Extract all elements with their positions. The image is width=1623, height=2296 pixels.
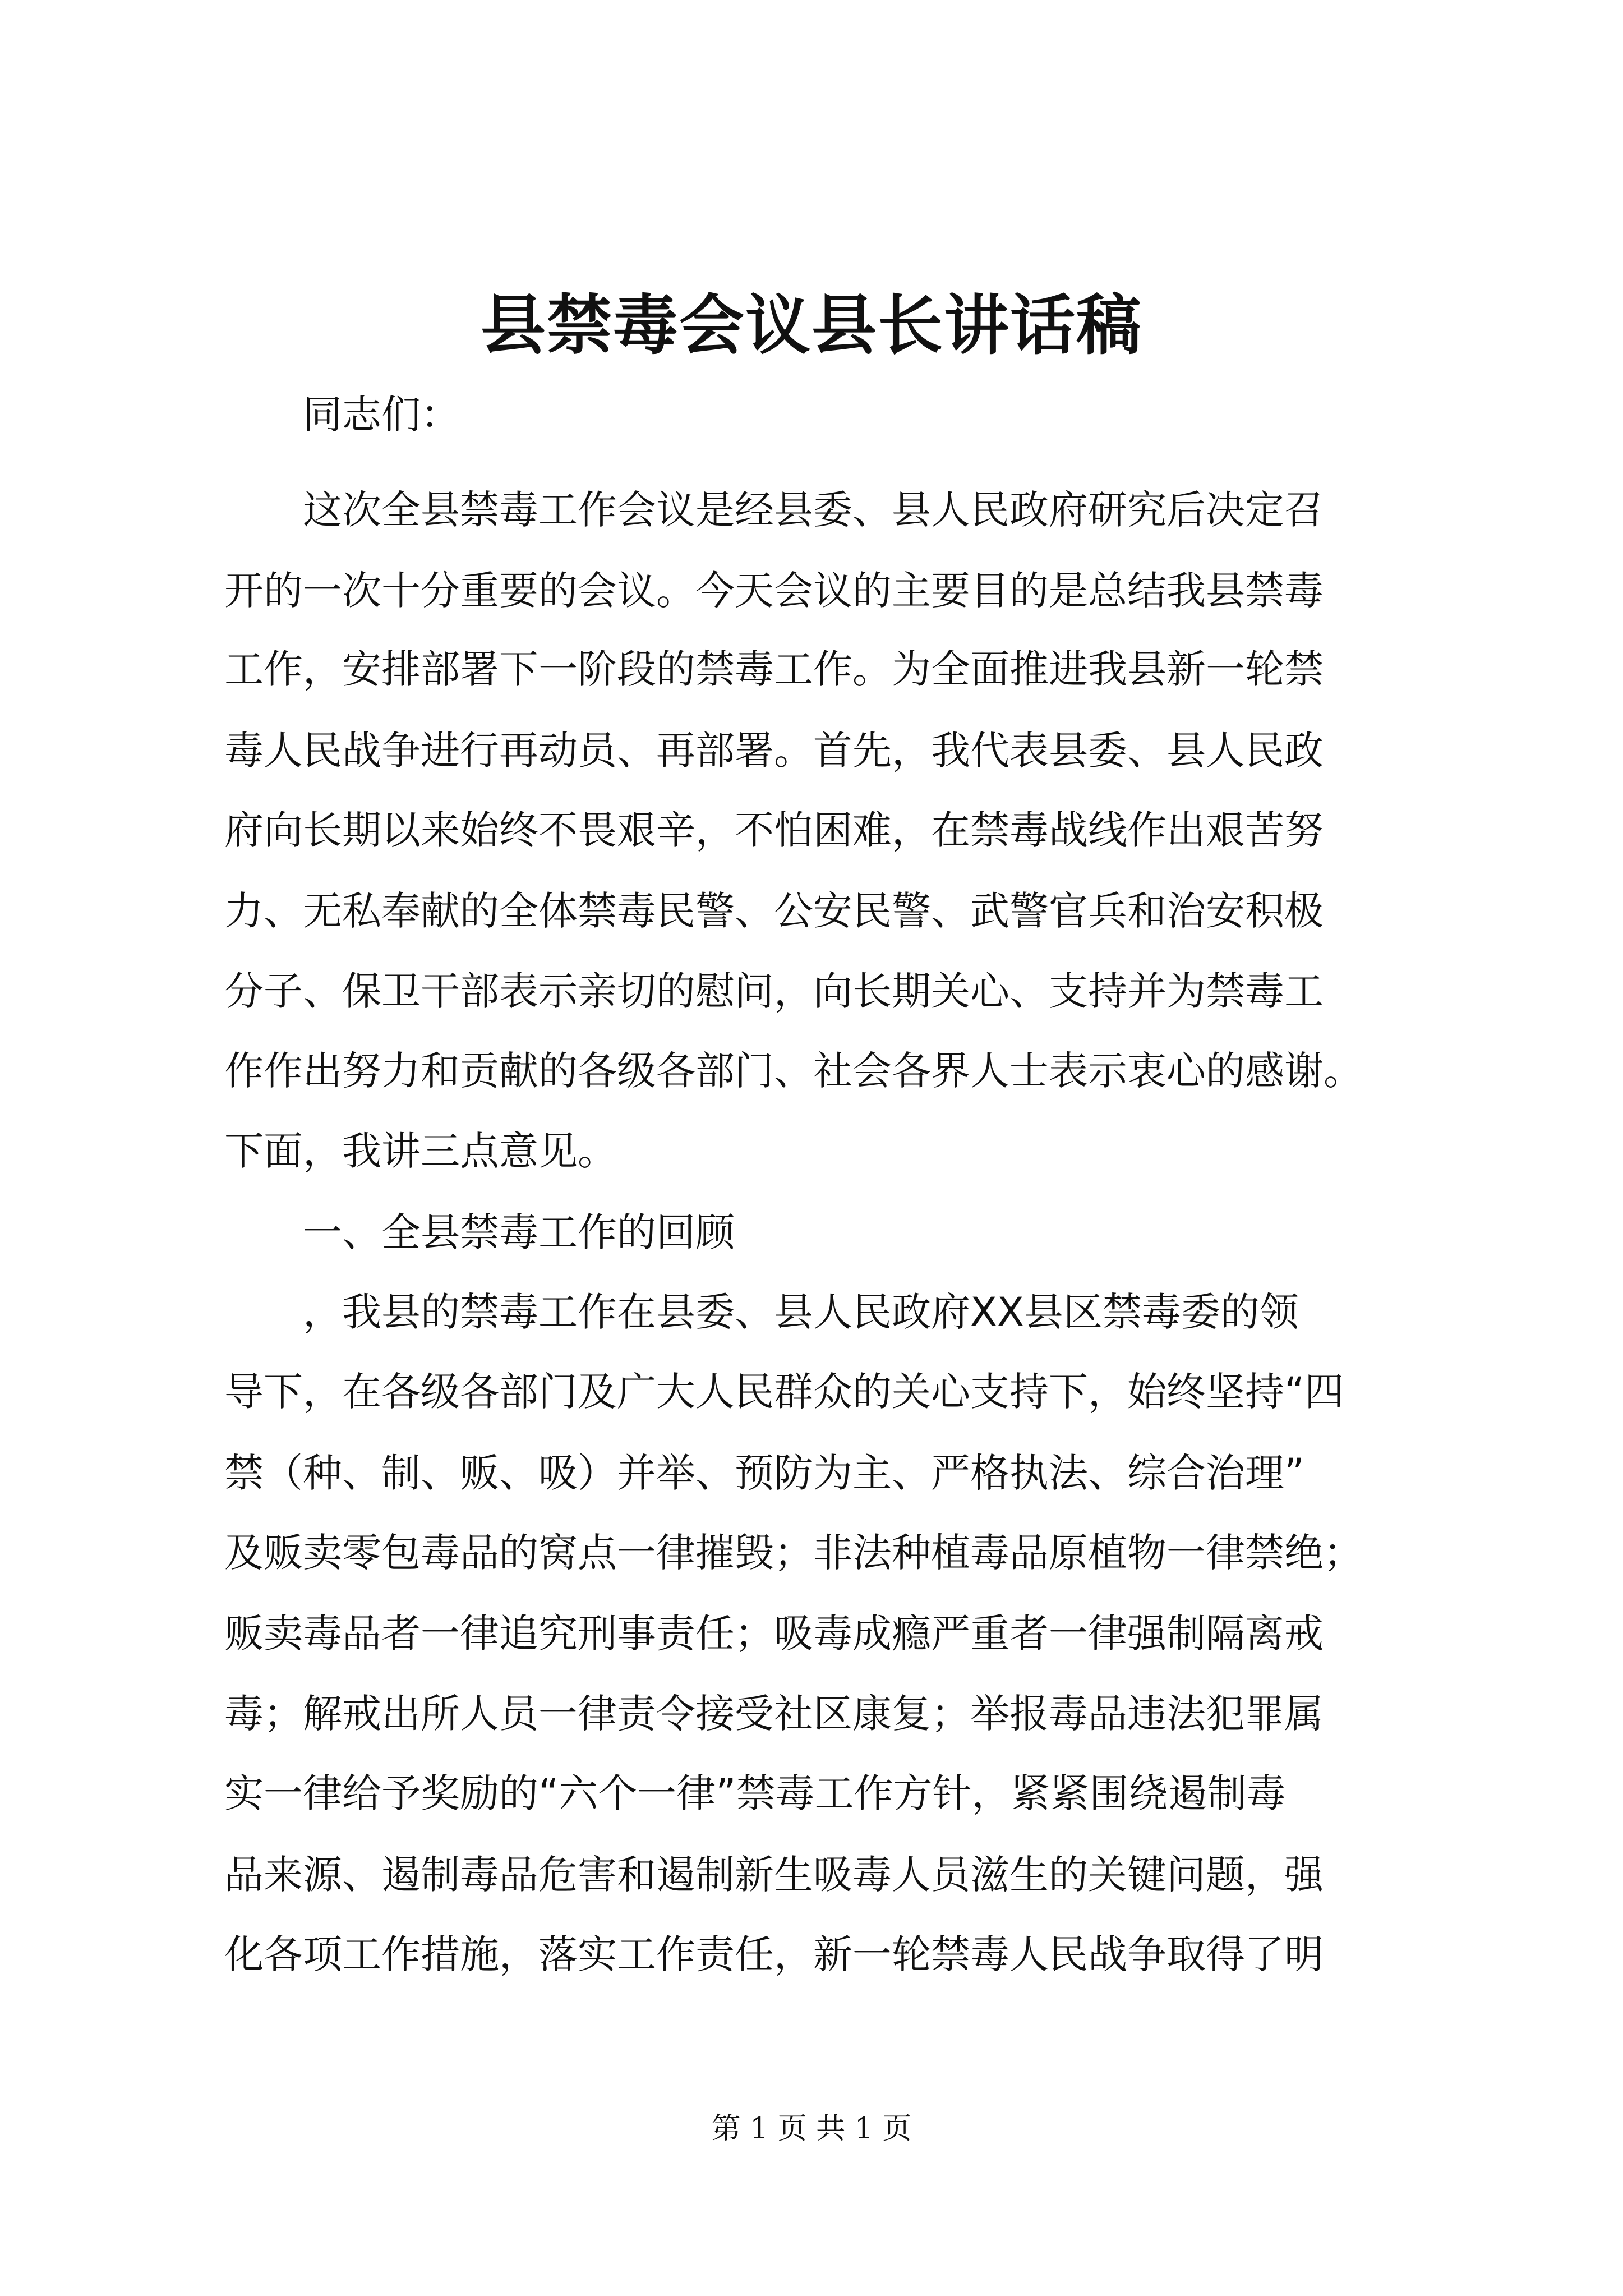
paragraph-line: 下面，我讲三点意见。	[224, 1128, 617, 1174]
paragraph-line: 毒；解戒出所人员一律责令接受社区康复；举报毒品违法犯罪属	[224, 1691, 1324, 1737]
paragraph-line: 开的一次十分重要的会议。今天会议的主要目的是总结我县禁毒	[224, 568, 1324, 614]
paragraph-line: 毒人民战争进行再动员、再部署。首先，我代表县委、县人民政	[224, 728, 1324, 774]
paragraph-line: 作作出努力和贡献的各级各部门、社会各界人士表示衷心的感谢。	[224, 1048, 1363, 1094]
paragraph-line: 工作，安排部署下一阶段的禁毒工作。为全面推进我县新一轮禁	[224, 646, 1324, 692]
paragraph-line: 化各项工作措施，落实工作责任，新一轮禁毒人民战争取得了明	[224, 1931, 1324, 1977]
paragraph-line: ，我县的禁毒工作在县委、县人民政府XX县区禁毒委的领	[303, 1289, 1299, 1335]
paragraph-line: 府向长期以来始终不畏艰辛，不怕困难，在禁毒战线作出艰苦努	[224, 807, 1324, 853]
paragraph-line: 及贩卖零包毒品的窝点一律摧毁；非法种植毒品原植物一律禁绝；	[224, 1530, 1363, 1576]
paragraph-line: 品来源、遏制毒品危害和遏制新生吸毒人员滋生的关键问题，强	[224, 1852, 1324, 1898]
paragraph-line: 实一律给予奖励的“六个一律”禁毒工作方针，紧紧围绕遏制毒	[224, 1770, 1286, 1816]
paragraph-line: 力、无私奉献的全体禁毒民警、公安民警、武警官兵和治安积极	[224, 888, 1324, 934]
paragraph-line: 贩卖毒品者一律追究刑事责任；吸毒成瘾严重者一律强制隔离戒	[224, 1611, 1324, 1657]
paragraph-line: 导下，在各级各部门及广大人民群众的关心支持下，始终坚持“四	[224, 1369, 1344, 1415]
section-heading-line: 一、全县禁毒工作的回顾	[303, 1209, 735, 1255]
document-title: 县禁毒会议县长讲话稿	[481, 287, 1142, 364]
paragraph-line: 禁（种、制、贩、吸）并举、预防为主、严格执法、综合治理”	[224, 1450, 1305, 1496]
paragraph-line: 分子、保卫干部表示亲切的慰问，向长期关心、支持并为禁毒工	[224, 968, 1324, 1014]
page-footer: 第 1 页 共 1 页	[711, 2112, 912, 2146]
paragraph-line: 这次全县禁毒工作会议是经县委、县人民政府研究后决定召	[303, 487, 1324, 533]
salutation-line: 同志们：	[303, 392, 460, 438]
